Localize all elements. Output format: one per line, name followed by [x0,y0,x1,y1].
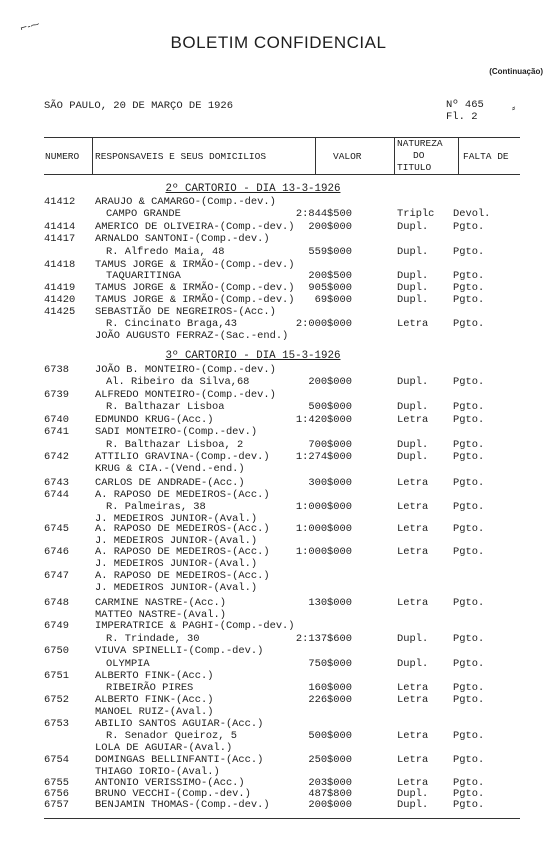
table-row [0,463,557,475]
row-number: 6755 [44,777,69,789]
row-falta: Pgto. [453,777,485,789]
row-falta: Pgto. [453,414,485,426]
row-title-type: Dupl. [397,246,429,258]
row-title-type: Dupl. [397,282,429,294]
table-row [0,582,557,594]
row-title-type: Dupl. [397,788,429,800]
table-row [0,330,557,342]
table-row [0,294,557,306]
row-number: 6754 [44,754,69,766]
row-responsible: RIBEIRÃO PIRES [106,682,194,694]
continuation-label: (Continuação) [489,67,543,76]
row-falta: Pgto. [453,318,485,330]
row-responsible: Al. Ribeiro da Silva,68 [106,376,250,388]
row-falta: Pgto. [453,788,485,800]
row-falta: Pgto. [453,730,485,742]
row-value: 130$000 [308,597,352,609]
table-row [0,658,557,670]
row-falta: Pgto. [453,682,485,694]
row-title-type: Dupl. [397,451,429,463]
row-responsible: CAMPO GRANDE [106,208,181,220]
row-falta: Pgto. [453,294,485,306]
table-row [0,718,557,730]
row-number: 6752 [44,694,69,706]
row-responsible: JOÃO AUGUSTO FERRAZ-(Sac.-end.) [95,330,289,342]
sheet-number: Fl. 2 [446,111,478,123]
header-top-rule [44,137,520,138]
row-title-type: Letra [397,754,429,766]
row-falta: Pgto. [453,633,485,645]
row-responsible: ARAUJO & CAMARGO-(Comp.-dev.) [95,196,276,208]
table-row [0,742,557,754]
table-row [0,414,557,426]
row-falta: Pgto. [453,221,485,233]
place-date: SÃO PAULO, 20 DE MARÇO DE 1926 [44,100,234,112]
footer-rule [44,818,520,819]
row-title-type: Dupl. [397,658,429,670]
header-bottom-rule [44,174,520,175]
table-row [0,246,557,258]
row-value: 1:420$000 [295,414,352,426]
row-number: 6750 [44,645,69,657]
row-responsible: SADI MONTEIRO-(Comp.-dev.) [95,426,258,438]
document-title: BOLETIM CONFIDENCIAL [170,33,387,52]
row-falta: Pgto. [453,597,485,609]
row-responsible: SEBASTIÃO DE NEGREIROS-(Acc.) [95,306,276,318]
column-header-natureza: NATUREZA [397,138,443,149]
row-title-type: Triplc [397,208,435,220]
table-row [0,477,557,489]
row-value: 2:137$600 [295,633,352,645]
row-number: 41417 [44,233,76,245]
row-falta: Pgto. [453,401,485,413]
column-header-numero: NUMERO [45,151,80,162]
row-responsible: CARLOS DE ANDRADE-(Acc.) [95,477,245,489]
table-row [0,489,557,501]
row-value: 1:000$000 [295,501,352,513]
row-falta: Pgto. [453,523,485,535]
header-divider [315,137,316,175]
table-row [0,523,557,535]
row-title-type: Letra [397,597,429,609]
column-header-natureza: TITULO [397,162,432,173]
row-value: 1:000$000 [295,546,352,558]
row-value: 203$000 [308,777,352,789]
row-number: 41418 [44,259,76,271]
row-falta: Devol. [453,208,491,220]
column-header-falta: FALTA DE [463,151,509,162]
row-title-type: Dupl. [397,633,429,645]
row-title-type: Letra [397,546,429,558]
table-row [0,754,557,766]
row-value: 500$000 [308,401,352,413]
row-value: 300$000 [308,477,352,489]
row-responsible: BENJAMIN THOMAS-(Comp.-dev.) [95,799,270,811]
row-value: 1:000$000 [295,523,352,535]
table-row [0,645,557,657]
row-value: 200$000 [308,376,352,388]
row-title-type: Dupl. [397,221,429,233]
row-value: 226$000 [308,694,352,706]
row-responsible: TAMUS JORGE & IRMÃO-(Comp.-dev.) [95,259,295,271]
row-value: 160$000 [308,682,352,694]
table-row [0,597,557,609]
header-divider [92,137,93,175]
row-falta: Pgto. [453,546,485,558]
table-row [0,694,557,706]
row-responsible: J. MEDEIROS JUNIOR-(Aval.) [95,558,258,570]
row-responsible: TAMUS JORGE & IRMÃO-(Comp.-dev.) [95,282,295,294]
row-title-type: Dupl. [397,294,429,306]
document-number: Nº 465 [446,99,484,111]
row-responsible: R. Trindade, 30 [106,633,200,645]
row-number: 41420 [44,294,76,306]
row-responsible: ALFREDO MONTEIRO-(Comp.-dev.) [95,389,276,401]
table-row [0,306,557,318]
table-row [0,730,557,742]
row-falta: Pgto. [453,477,485,489]
column-header-valor: VALOR [333,151,362,162]
row-responsible: TAQUARITINGA [106,270,181,282]
row-responsible: AMERICO DE OLIVEIRA-(Comp.-dev.) [95,221,295,233]
header-divider [458,137,459,175]
section-title: 2º CARTORIO - DIA 13-3-1926 [165,183,341,195]
table-row [0,208,557,220]
row-responsible: EDMUNDO KRUG-(Acc.) [95,414,214,426]
table-row [0,376,557,388]
row-number: 6749 [44,620,69,632]
row-responsible: IMPERATRICE & PAGHI-(Comp.-dev.) [95,620,295,632]
row-falta: Pgto. [453,451,485,463]
row-number: 41419 [44,282,76,294]
row-title-type: Letra [397,523,429,535]
row-responsible: J. MEDEIROS JUNIOR-(Aval.) [95,513,258,525]
row-responsible: ALBERTO FINK-(Acc.) [95,670,214,682]
column-header-natureza: DO [413,150,425,161]
row-responsible: THIAGO IORIO-(Aval.) [95,766,220,778]
table-row [0,270,557,282]
table-row [0,570,557,582]
table-row [0,318,557,330]
row-title-type: Dupl. [397,799,429,811]
row-number: 6742 [44,451,69,463]
row-falta: Pgto. [453,282,485,294]
table-row [0,451,557,463]
row-number: 6753 [44,718,69,730]
table-row [0,282,557,294]
row-value: 2:000$000 [295,318,352,330]
row-title-type: Letra [397,477,429,489]
row-responsible: A. RAPOSO DE MEDEIROS-(Acc.) [95,489,270,501]
row-value: 200$000 [308,799,352,811]
row-responsible: CARMINE NASTRE-(Acc.) [95,597,226,609]
row-title-type: Dupl. [397,270,429,282]
section-title: 3º CARTORIO - DIA 15-3-1926 [165,350,341,362]
column-header-responsaveis: RESPONSAVEIS E SEUS DOMICILIOS [95,151,267,162]
row-number: 6745 [44,523,69,535]
row-responsible: R. Cincinato Braga,43 [106,318,237,330]
row-number: 6738 [44,364,69,376]
row-responsible: DOMINGAS BELLINFANTI-(Acc.) [95,754,264,766]
table-row [0,364,557,376]
table-row [0,401,557,413]
table-row [0,426,557,438]
row-value: 487$800 [308,788,352,800]
table-row [0,196,557,208]
row-number: 41425 [44,306,76,318]
row-value: 200$500 [308,270,352,282]
row-number: 6757 [44,799,69,811]
row-title-type: Dupl. [397,376,429,388]
header-divider [394,137,395,175]
row-falta: Pgto. [453,270,485,282]
row-responsible: VIUVA SPINELLI-(Comp.-dev.) [95,645,264,657]
row-value: 559$000 [308,246,352,258]
row-number: 6748 [44,597,69,609]
row-title-type: Letra [397,730,429,742]
table-row [0,439,557,451]
table-row [0,501,557,513]
row-responsible: ALBERTO FINK-(Acc.) [95,694,214,706]
row-falta: Pgto. [453,439,485,451]
row-responsible: ATTILIO GRAVINA-(Comp.-dev.) [95,451,270,463]
row-title-type: Letra [397,414,429,426]
row-responsible: J. MEDEIROS JUNIOR-(Aval.) [95,535,258,547]
row-responsible: R. Palmeiras, 38 [106,501,206,513]
row-responsible: BRUNO VECCHI-(Comp.-dev.) [95,788,251,800]
row-title-type: Letra [397,682,429,694]
table-row [0,221,557,233]
row-responsible: JOÃO B. MONTEIRO-(Comp.-dev.) [95,364,276,376]
table-row [0,706,557,718]
ink-mark-top-right: ⸗ [512,103,516,114]
row-value: 250$000 [308,754,352,766]
row-number: 6756 [44,788,69,800]
row-title-type: Dupl. [397,439,429,451]
row-value: 750$000 [308,658,352,670]
table-row [0,682,557,694]
table-row [0,620,557,632]
row-number: 6747 [44,570,69,582]
ink-mark-top-left: ⌐‑⁓ [19,19,41,35]
row-title-type: Letra [397,501,429,513]
row-number: 6744 [44,489,69,501]
row-responsible: MATTEO NASTRE-(Aval.) [95,609,226,621]
row-number: 6741 [44,426,69,438]
row-falta: Pgto. [453,754,485,766]
row-responsible: LOLA DE AGUIAR-(Aval.) [95,742,233,754]
table-row [0,233,557,245]
row-value: 700$000 [308,439,352,451]
row-number: 41412 [44,196,76,208]
row-title-type: Letra [397,318,429,330]
row-title-type: Letra [397,694,429,706]
row-number: 6740 [44,414,69,426]
row-responsible: ARNALDO SANTONI-(Comp.-dev.) [95,233,270,245]
row-responsible: ABILIO SANTOS AGUIAR-(Acc.) [95,718,264,730]
table-row [0,546,557,558]
row-responsible: A. RAPOSO DE MEDEIROS-(Acc.) [95,523,270,535]
row-responsible: KRUG & CIA.-(Vend.-end.) [95,463,245,475]
row-value: 1:274$000 [295,451,352,463]
row-responsible: MANOEL RUIZ-(Aval.) [95,706,214,718]
row-responsible: A. RAPOSO DE MEDEIROS-(Acc.) [95,570,270,582]
row-value: 905$000 [308,282,352,294]
row-value: 2:844$500 [295,208,352,220]
row-number: 6746 [44,546,69,558]
table-row [0,799,557,811]
row-falta: Pgto. [453,376,485,388]
table-row [0,633,557,645]
row-responsible: A. RAPOSO DE MEDEIROS-(Acc.) [95,546,270,558]
row-responsible: R. Balthazar Lisboa, 2 [106,439,244,451]
row-falta: Pgto. [453,799,485,811]
table-row [0,670,557,682]
row-falta: Pgto. [453,501,485,513]
row-title-type: Dupl. [397,401,429,413]
row-falta: Pgto. [453,246,485,258]
row-falta: Pgto. [453,658,485,670]
row-number: 41414 [44,221,76,233]
row-value: 500$000 [308,730,352,742]
row-value: 69$000 [314,294,352,306]
row-number: 6739 [44,389,69,401]
row-responsible: J. MEDEIROS JUNIOR-(Aval.) [95,582,258,594]
row-responsible: R. Alfredo Maia, 48 [106,246,225,258]
row-responsible: R. Balthazar Lisboa [106,401,225,413]
row-number: 6751 [44,670,69,682]
row-responsible: R. Senador Queiroz, 5 [106,730,237,742]
row-title-type: Letra [397,777,429,789]
row-falta: Pgto. [453,694,485,706]
row-responsible: ANTONIO VERISSIMO-(Acc.) [95,777,245,789]
table-row [0,389,557,401]
row-responsible: OLYMPIA [106,658,150,670]
row-value: 200$000 [308,221,352,233]
row-number: 6743 [44,477,69,489]
table-row [0,558,557,570]
row-responsible: TAMUS JORGE & IRMÃO-(Comp.-dev.) [95,294,295,306]
